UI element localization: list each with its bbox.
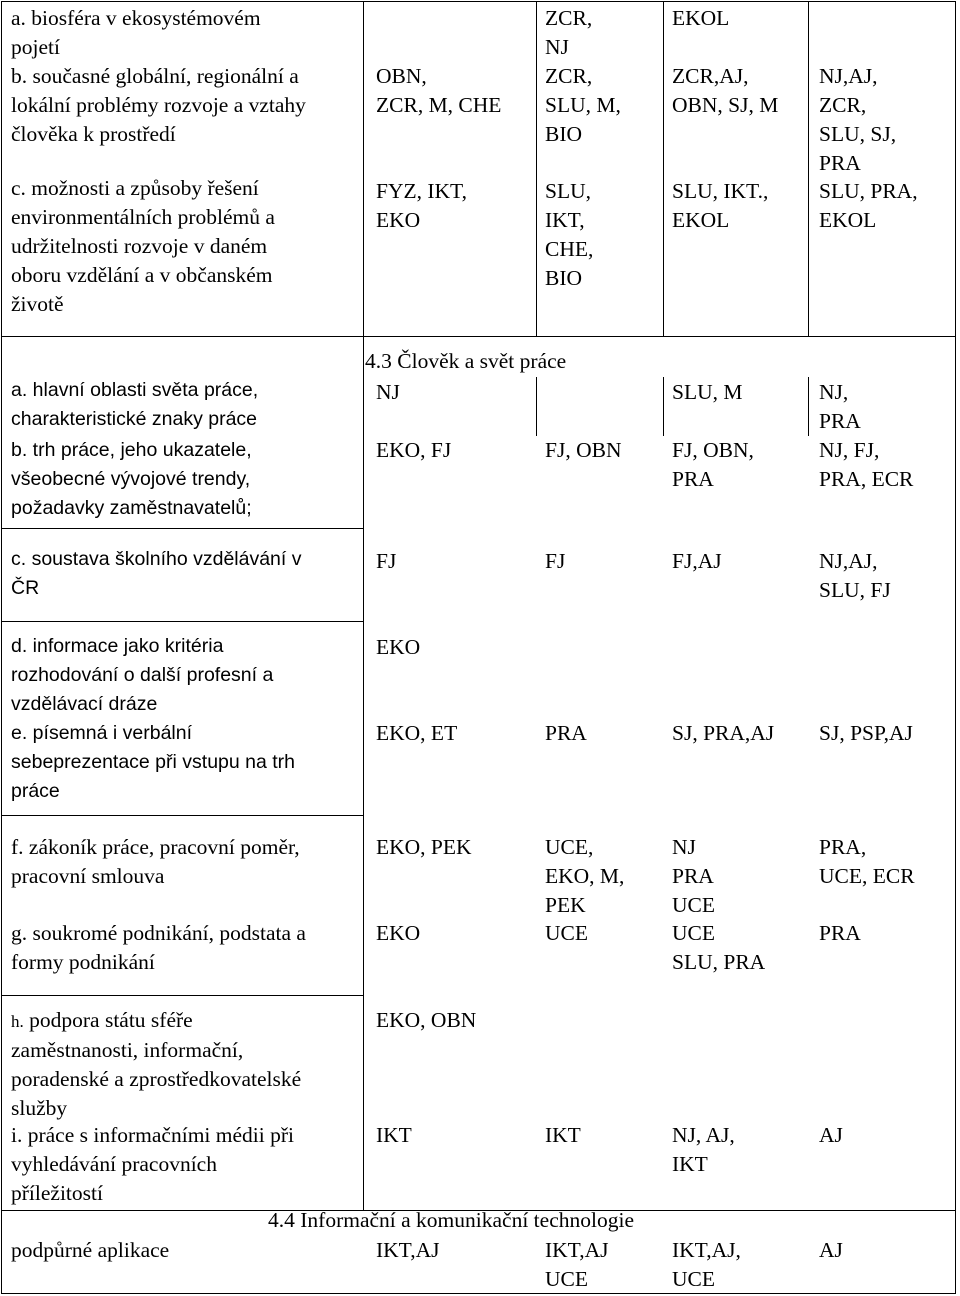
subjects-col4-r8: AJ <box>819 1238 843 1262</box>
row-divider <box>1 995 363 996</box>
subjects-col1-r1: OBN, ZCR, M, CHE <box>376 64 502 117</box>
subjects-col3-r6g: UCE SLU, PRA <box>672 921 766 974</box>
topic-podpora-statu <box>11 1006 361 1123</box>
topic-informace-kriteria: d. informace jako kritéria rozhodování o další profesní a vzdělávací dráze <box>11 635 274 715</box>
subjects-col3-r4: FJ,AJ <box>672 549 722 573</box>
topic-h-marker: h. <box>11 1012 24 1031</box>
subjects-col2-r5e: PRA <box>545 721 587 745</box>
subjects-col3-r3b: FJ, OBN, PRA <box>672 438 754 491</box>
topic-oblasti-sveta-prace: a. hlavní oblasti světa práce, charakteristické znaky práce <box>11 379 259 430</box>
row-divider <box>1 528 363 529</box>
topic-biosfera: a. biosféra v ekosystémovém pojetí b. současné globální, regionální a lokální problémy rozvoje a vztahy člověka k prostředí <box>11 6 306 146</box>
subjects-col1-r5e: EKO, ET <box>376 721 458 745</box>
subjects-col3-r3a: SLU, M <box>672 380 743 404</box>
subjects-col4-r3a: NJ, PRA <box>819 380 861 433</box>
subjects-col1-r5d: EKO <box>376 635 421 659</box>
topic-trh-prace: b. trh práce, jeho ukazatele, všeobecné vývojové trendy, požadavky zaměstnavatelů; <box>11 439 252 519</box>
column-divider <box>808 1 809 336</box>
subjects-col3-r5e: SJ, PRA,AJ <box>672 721 775 745</box>
subjects-col4-r6g: PRA <box>819 921 861 945</box>
column-divider <box>808 377 809 436</box>
row-divider <box>1 815 363 816</box>
row-divider <box>1 621 363 622</box>
subjects-col2-r6f: UCE, EKO, M, PEK <box>545 835 625 917</box>
section-heading-4-3: 4.3 Člověk a svět práce <box>365 349 567 373</box>
subjects-col4-r7i: AJ <box>819 1123 843 1147</box>
section-heading-4-4: 4.4 Informační a komunikační technologie <box>268 1208 634 1232</box>
topic-environmentalni: c. možnosti a způsoby řešení environmentálních problémů a udržitelnosti rozvoje v daném oboru vzdělání a v občanském životě <box>11 176 275 316</box>
subjects-col3-r7i: NJ, AJ, IKT <box>672 1123 735 1176</box>
subjects-col3-r8: IKT,AJ, UCE <box>672 1238 741 1291</box>
subjects-col1-r4: FJ <box>376 549 397 573</box>
subjects-col4-r2: SLU, PRA, EKOL <box>819 179 918 232</box>
subjects-col1-r7h: EKO, OBN <box>376 1008 477 1032</box>
subjects-col2-r6g: UCE <box>545 921 588 945</box>
topic-sebeprezentace: e. písemná i verbální sebeprezentace při vstupu na trh práce <box>11 722 296 802</box>
column-divider <box>663 1 664 336</box>
subjects-col2-r3b: FJ, OBN <box>545 438 622 462</box>
subjects-col1-r7i: IKT <box>376 1123 412 1147</box>
subjects-col3-r1: EKOL ZCR,AJ, OBN, SJ, M <box>672 6 779 117</box>
subjects-col1-r3a: NJ <box>376 380 400 404</box>
subjects-col2-r2: SLU, IKT, CHE, BIO <box>545 179 594 290</box>
topic-h-text: podpora státu sféře zaměstnanosti, informační, poradenské a zprostředkovatelské služby <box>11 1008 302 1120</box>
subjects-col4-r4: NJ,AJ, SLU, FJ <box>819 549 891 602</box>
subjects-col2-r1: ZCR, NJ ZCR, SLU, M, BIO <box>545 6 621 146</box>
subjects-col1-r6f: EKO, PEK <box>376 835 472 859</box>
topic-informacni-media: i. práce s informačními médii při vyhledávání pracovních příležitostí <box>11 1123 294 1205</box>
column-divider <box>536 377 537 436</box>
column-divider <box>663 377 664 436</box>
subjects-col1-r8: IKT,AJ <box>376 1238 440 1262</box>
topic-soustava-vzdelavani: c. soustava školního vzdělávání v ČR <box>11 548 302 599</box>
subjects-col3-r2: SLU, IKT., EKOL <box>672 179 769 232</box>
subjects-col3-r6f: NJ PRA UCE <box>672 835 715 917</box>
subjects-col1-r3b: EKO, FJ <box>376 438 452 462</box>
topic-soukrome-podnikani: g. soukromé podnikání, podstata a formy podnikání <box>11 921 306 974</box>
subjects-col4-r3b: NJ, FJ, PRA, ECR <box>819 438 914 491</box>
subjects-col4-r1: NJ,AJ, ZCR, SLU, SJ, PRA <box>819 64 897 175</box>
subjects-col4-r6f: PRA, UCE, ECR <box>819 835 915 888</box>
topic-zakonik-prace: f. zákoník práce, pracovní poměr, pracovní smlouva <box>11 835 300 888</box>
column-divider <box>536 1 537 336</box>
column-divider <box>363 1 364 1210</box>
subjects-col1-r2: FYZ, IKT, EKO <box>376 179 467 232</box>
subjects-col2-r8: IKT,AJ UCE <box>545 1238 609 1291</box>
subjects-col4-r5e: SJ, PSP,AJ <box>819 721 913 745</box>
subjects-col2-r7i: IKT <box>545 1123 581 1147</box>
subjects-col1-r6g: EKO <box>376 921 421 945</box>
subjects-col2-r4: FJ <box>545 549 566 573</box>
row-divider <box>1 336 956 337</box>
topic-podpurne-aplikace: podpůrné aplikace <box>11 1238 170 1262</box>
